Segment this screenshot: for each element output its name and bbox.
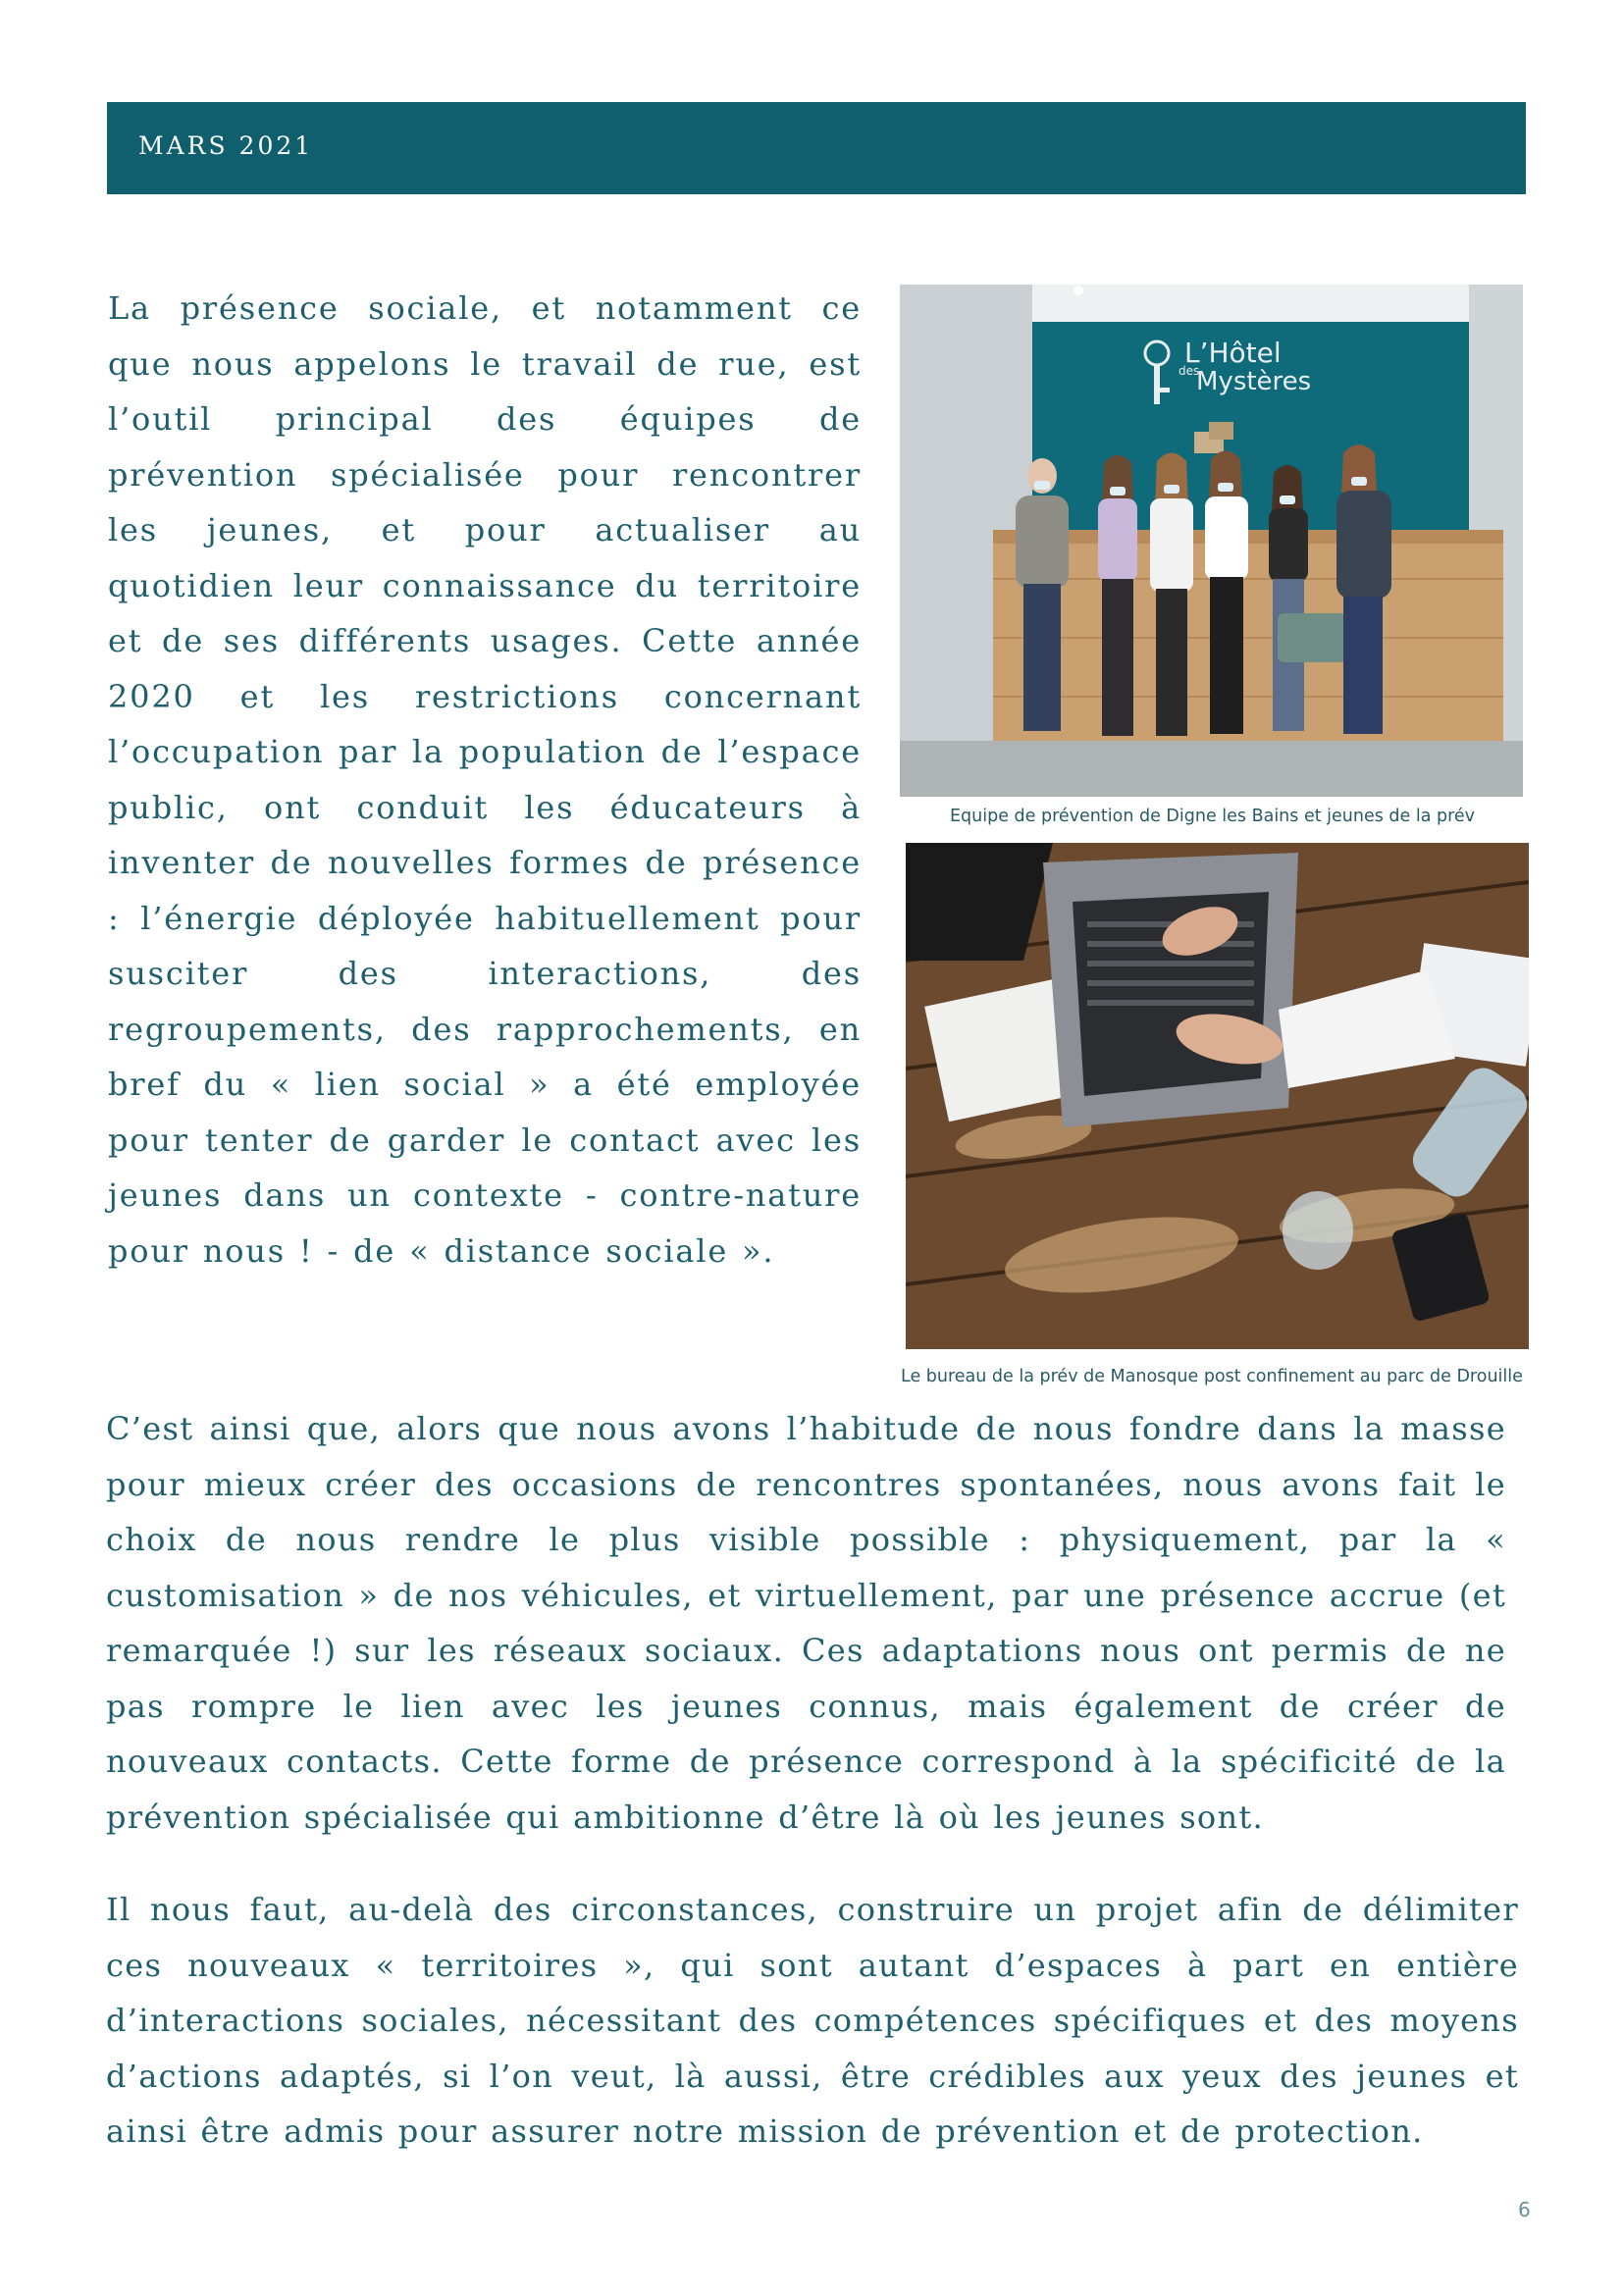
team-photo	[900, 285, 1523, 797]
laptop-photo	[906, 843, 1529, 1349]
body-paragraph-3: Il nous faut, au-delà des circonstances, construire un projet afin de délimiter ces nouveaux « territoires », qui sont autant d’espaces à part en entière d’interactions sociales, nécessitant des compétences spécifiques et des moyens d’actions adaptés, si l’on veut, là aussi, être crédibles aux yeux des jeunes et ainsi être admis pour assurer notre mission de prévention et de protection.	[106, 1891, 1519, 2150]
body-paragraph-1: La présence sociale, et notamment ce que nous appelons le travail de rue, est l’outil principal des équipes de prévention spécialisée pour rencontrer les jeunes, et pour actualiser au quotidien leur connaissance du territoire et de ses différents usages. Cette année 2020 et les restrictions concernant l’occupation par la population de l’espace public, ont conduit les éducateurs à inventer de nouvelles formes de présence : l’énergie déployée habituellement pour susciter des interactions, des regroupements, des rapprochements, en bref du « lien social » a été employée pour tenter de garder le contact avec les jeunes dans un contexte - contre-nature pour nous ! - de « distance sociale ».	[108, 289, 862, 1270]
hotel-sign-line2: Mystères	[1196, 367, 1312, 396]
hotel-sign-small: des	[1179, 364, 1200, 378]
hotel-sign-line1: L’Hôtel	[1184, 337, 1282, 369]
hotel-sign	[1179, 337, 1312, 396]
photo-2-caption: Le bureau de la prév de Manosque post confinement au parc de Drouille	[901, 1367, 1523, 1386]
body-paragraph-2: C’est ainsi que, alors que nous avons l’habitude de nous fondre dans la masse pour mieux créer des occasions de rencontres spontanées, nous avons fait le choix de nous rendre le plus visible possible : physiquement, par la « customisation » de nos véhicules, et virtuellement, par une présence accrue (et remarquée !) sur les réseaux sociaux. Ces adaptations nous ont permis de ne pas rompre le lien avec les jeunes connus, mais également de créer de nouveaux contacts. Cette forme de présence correspond à la spécificité de la prévention spécialisée qui ambitionne d’être là où les jeunes sont.	[106, 1410, 1506, 1836]
photo-1-caption: Equipe de prévention de Digne les Bains et jeunes de la prév	[950, 807, 1476, 826]
page-number: 6	[1518, 2198, 1531, 2221]
header-date: MARS 2021	[138, 131, 314, 160]
header-band	[107, 102, 1526, 194]
